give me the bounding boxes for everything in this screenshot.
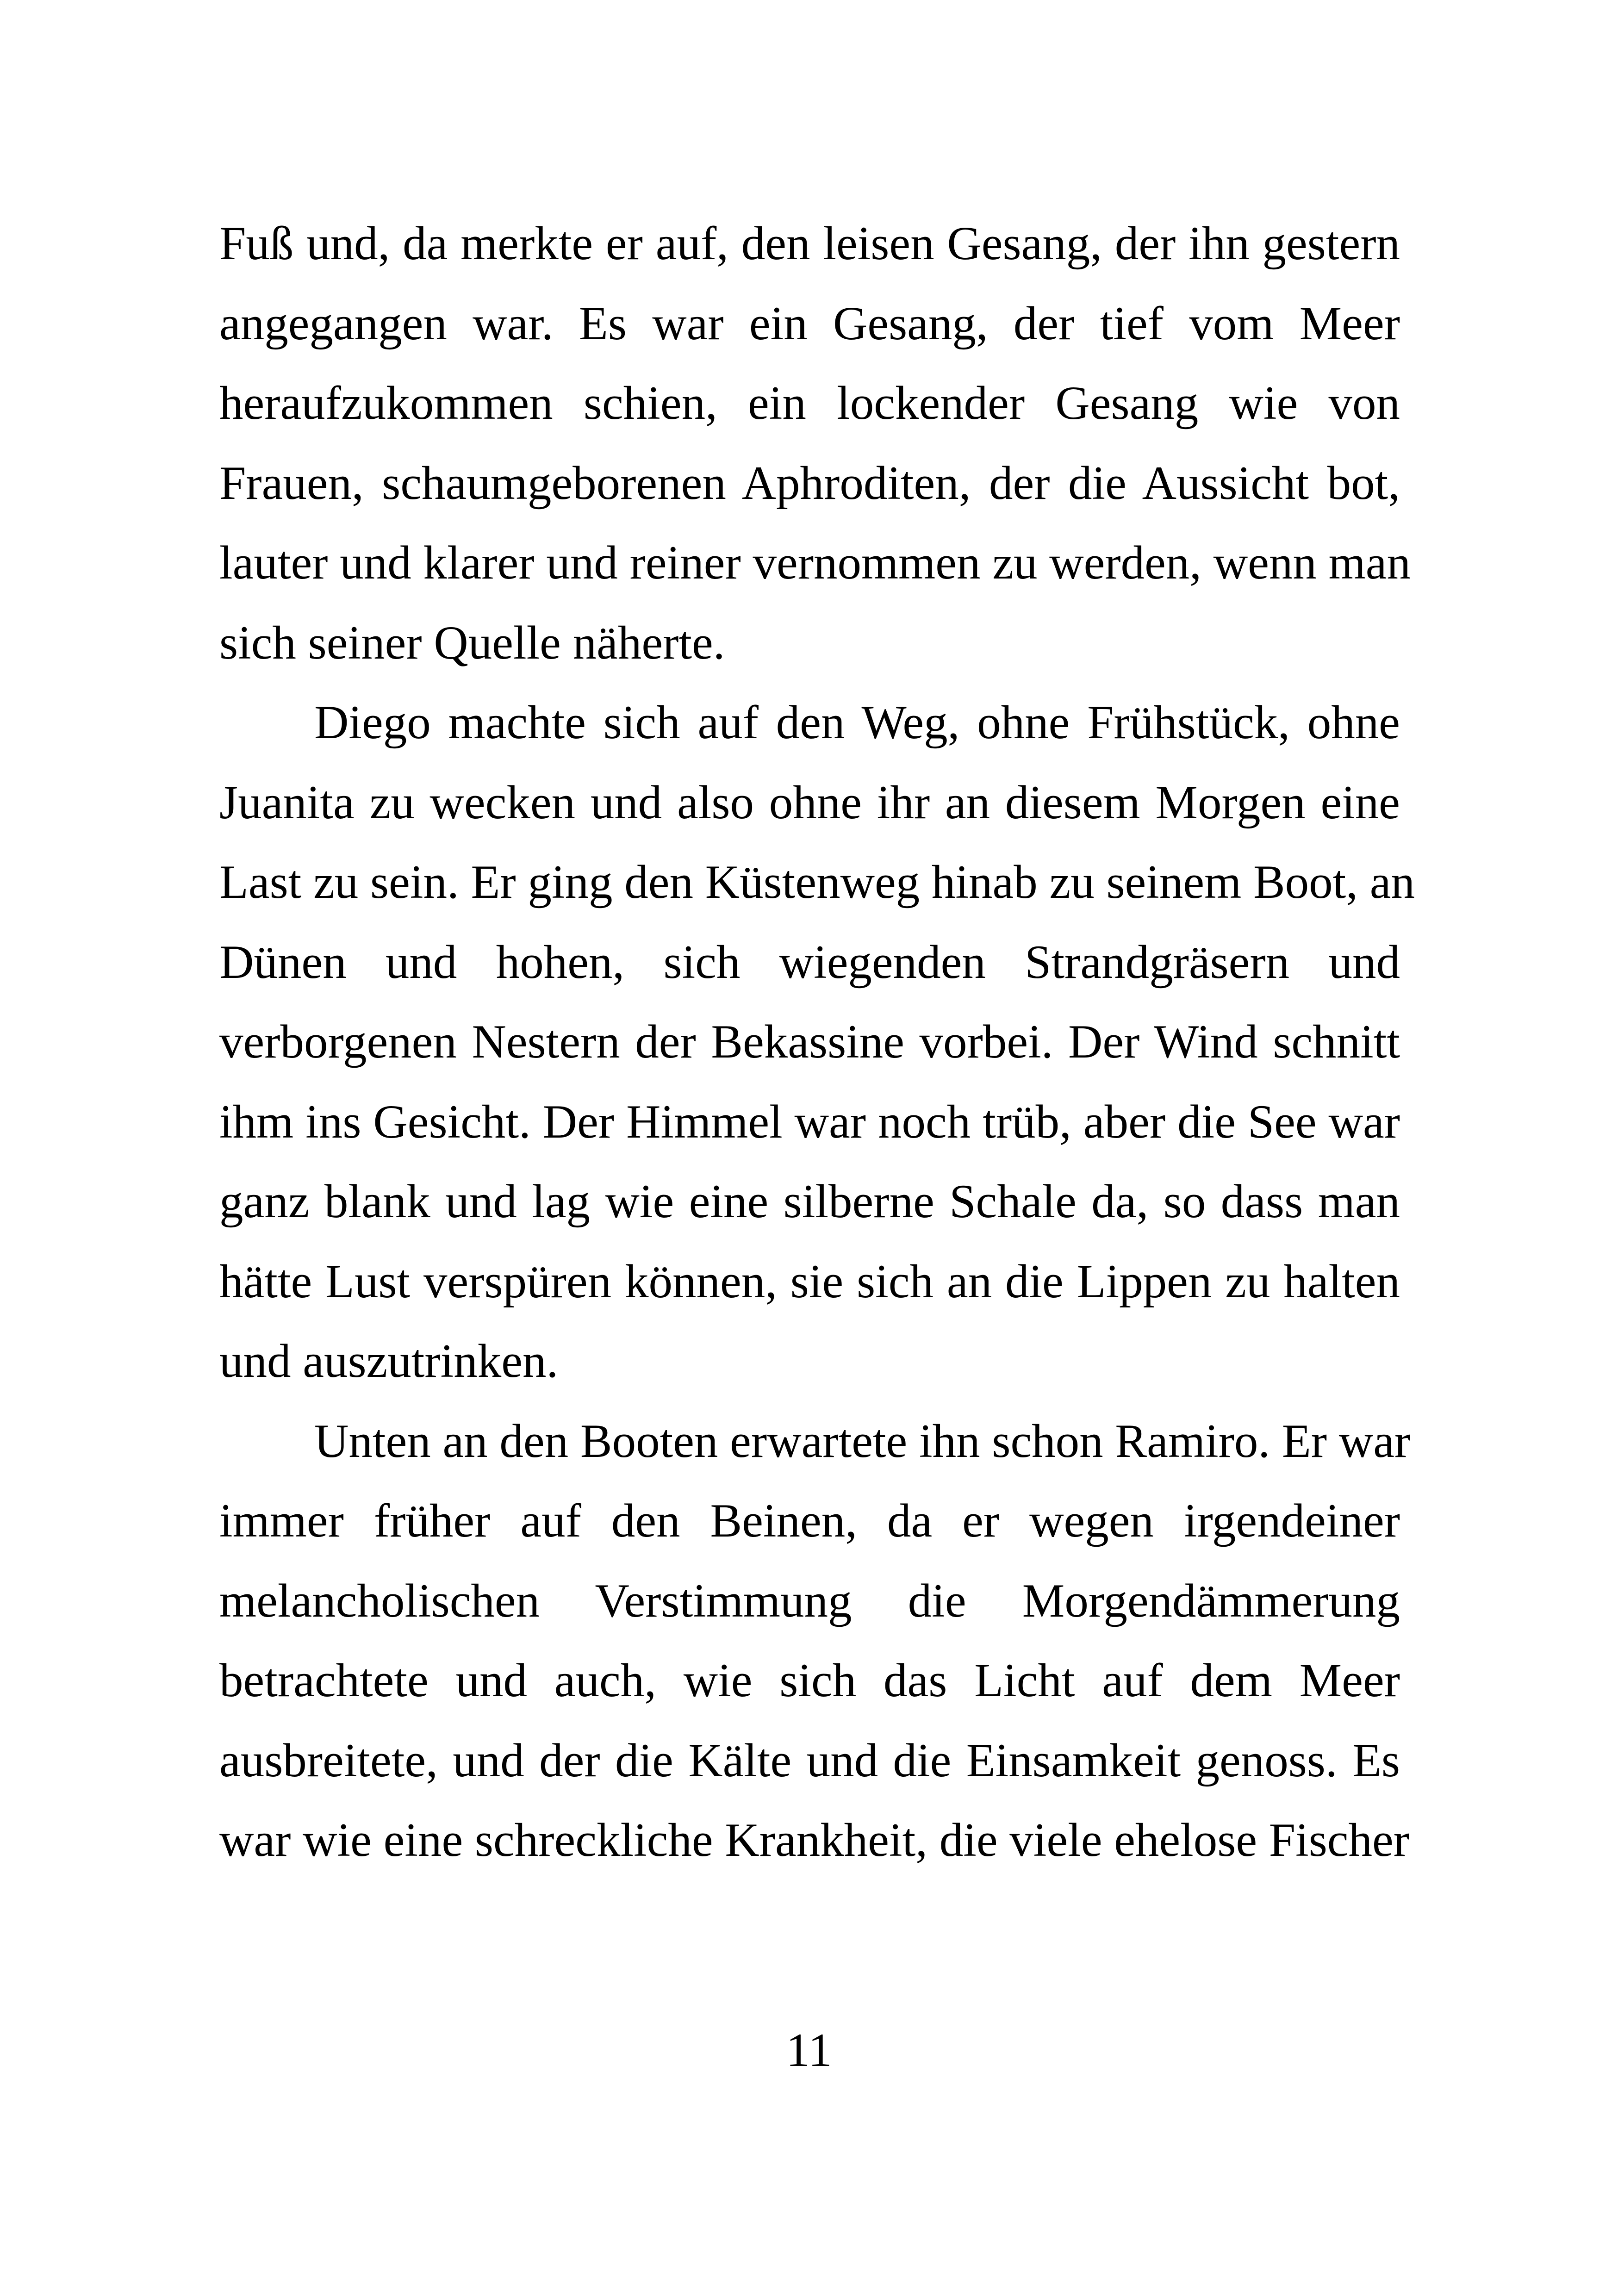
text-line: war wie eine schreckliche Krankheit, die viele ehelose Fischer: [219, 1814, 1410, 1867]
text-line: ausbreitete, und der die Kälte und die Einsamkeit genoss. Es: [219, 1734, 1400, 1787]
body-text: [219, 204, 1415, 1880]
page-number: 11: [786, 2024, 832, 2077]
text-line: betrachtete und auch, wie sich das Licht auf dem Meer: [219, 1654, 1400, 1707]
text-line: melancholischen Verstimmung die Morgendämmerung: [219, 1574, 1400, 1627]
text-line: heraufzukommen schien, ein lockender Gesang wie von: [219, 377, 1400, 429]
text-line: angegangen war. Es war ein Gesang, der tief vom Meer: [219, 297, 1400, 350]
text-line: ganz blank und lag wie eine silberne Schale da, so dass man: [219, 1175, 1400, 1228]
text-line: Diego machte sich auf den Weg, ohne Frühstück, ohne: [314, 696, 1400, 749]
text-line: Dünen und hohen, sich wiegenden Strandgräsern und: [219, 935, 1400, 989]
text-line: Unten an den Booten erwartete ihn schon Ramiro. Er war: [314, 1414, 1411, 1468]
text-line: Juanita zu wecken und also ohne ihr an diesem Morgen eine: [219, 776, 1400, 829]
paragraph: [219, 683, 1415, 1401]
text-line: Frauen, schaumgeborenen Aphroditen, der die Aussicht bot,: [219, 456, 1400, 510]
paragraph: [219, 1401, 1411, 1880]
text-line: hätte Lust verspüren können, sie sich an die Lippen zu halten: [219, 1255, 1400, 1308]
text-line: immer früher auf den Beinen, da er wegen irgendeiner: [219, 1494, 1400, 1547]
text-line: lauter und klarer und reiner vernommen zu werden, wenn man: [219, 536, 1411, 589]
text-line: Fuß und, da merkte er auf, den leisen Gesang, der ihn gestern: [219, 217, 1400, 270]
text-line: und auszutrinken.: [219, 1335, 559, 1388]
text-line: ihm ins Gesicht. Der Himmel war noch trüb, aber die See war: [219, 1095, 1400, 1148]
text-line: verborgenen Nestern der Bekassine vorbei. Der Wind schnitt: [219, 1015, 1400, 1068]
paragraph: [219, 204, 1411, 683]
text-line: sich seiner Quelle näherte.: [219, 616, 725, 669]
text-line: Last zu sein. Er ging den Küstenweg hinab zu seinem Boot, an: [219, 856, 1415, 908]
